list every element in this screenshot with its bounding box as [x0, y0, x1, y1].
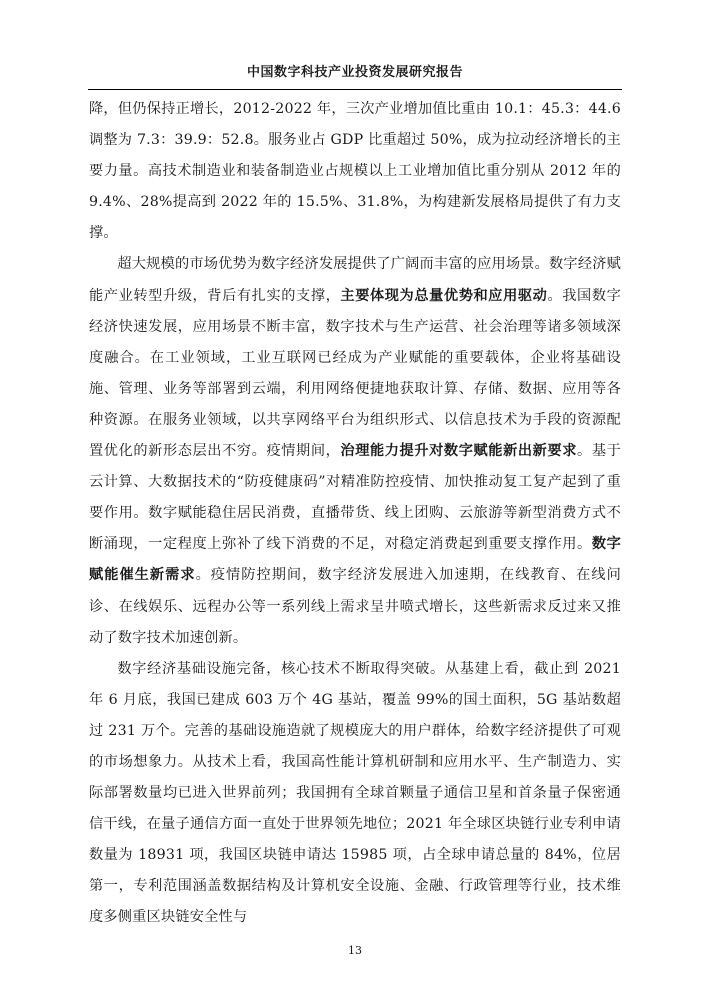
- paragraph-text: 超大规模的市场优势为数字经济发展提供了广阔而丰富的应用场景。数字经济赋能产业转型升级，背后有扎实的支撑，: [89, 256, 621, 304]
- paragraph: [89, 654, 621, 934]
- running-header: 中国数字科技产业投资发展研究报告: [246, 65, 463, 80]
- bold-key-phrase: 数字赋能催生新需求: [89, 536, 621, 584]
- header-rule: [88, 89, 622, 90]
- bold-key-phrase: 主要体现为总量优势和应用驱动: [340, 287, 548, 304]
- paragraph-text: 。疫情防控期间，数字经济发展进入加速期，在线教育、在线问诊、在线娱乐、远程办公等一系列线上需求呈井喷式增长，这些新需求反过来又推动了数字技术加速创新。: [89, 567, 622, 646]
- page-number: 13: [348, 944, 362, 957]
- body-text: [89, 94, 621, 934]
- bold-key-phrase: 治理能力提升对数字赋能新出新要求: [340, 443, 578, 460]
- paragraph-text: 数字经济基础设施完备，核心技术不断取得突破。从基建上看，截止到 2021 年 6 月底，我国已建成 603 万个 4G 基站，覆盖 99%的国土面积，5G 基站数超过 231 万个。完善的基础设施造就了规模庞大的用户群体，给数字经济提供了可观的市场想象力。从技术上看，我国高性能计算机研制和应用水平、生产制造力、实际部署数量均已进入世界前列；我国拥有全球首颗量子通信卫星和首条量子保密通信干线，在量子通信方面一直处于世界领先地位；2021 年全球区块链行业专利申请数量为 18931 项，我国区块链申请达 15985 项，占全球申请总量的 84%，位居第一，专利范围涵盖数据结构及计算机安全设施、金融、行政管理等行业，技术维度多侧重区块链安全性与: [89, 660, 621, 926]
- paragraph-text: 。我国数字经济快速发展，应用场景不断丰富，数字技术与生产运营、社会治理等诸多领域深度融合。在工业领域，工业互联网已经成为产业赋能的重要载体，企业将基础设施、管理、业务等部署到云端，利用网络便捷地获取计算、存储、数据、应用等各种资源。在服务业领域，以共享网络平台为组织形式、以信息技术为手段的资源配置优化的新形态层出不穷。疫情期间，: [89, 287, 621, 460]
- paragraph-text: 。基于云计算、大数据技术的“防疫健康码”对精准防控疫情、加快推动复工复产起到了重要作用。数字赋能稳住居民消费，直播带货、线上团购、云旅游等新型消费方式不断涌现，一定程度上弥补了线下消费的不足，对稳定消费起到重要支撑作用。: [89, 443, 621, 553]
- paragraph-text: 降，但仍保持正增长，2012-2022 年，三次产业增加值比重由 10.1：45.3：44.6 调整为 7.3：39.9：52.8。服务业占 GDP 比重超过 50%，成为拉动经济增长的主要力量。高技术制造业和装备制造业占规模以上工业增加值比重分别从 2012 年的 9.4%、28%提高到 2022 年的 15.5%、31.8%，为构建新发展格局提供了有力支撑。: [89, 101, 621, 242]
- paragraph: [89, 94, 621, 249]
- paragraph: [89, 249, 621, 653]
